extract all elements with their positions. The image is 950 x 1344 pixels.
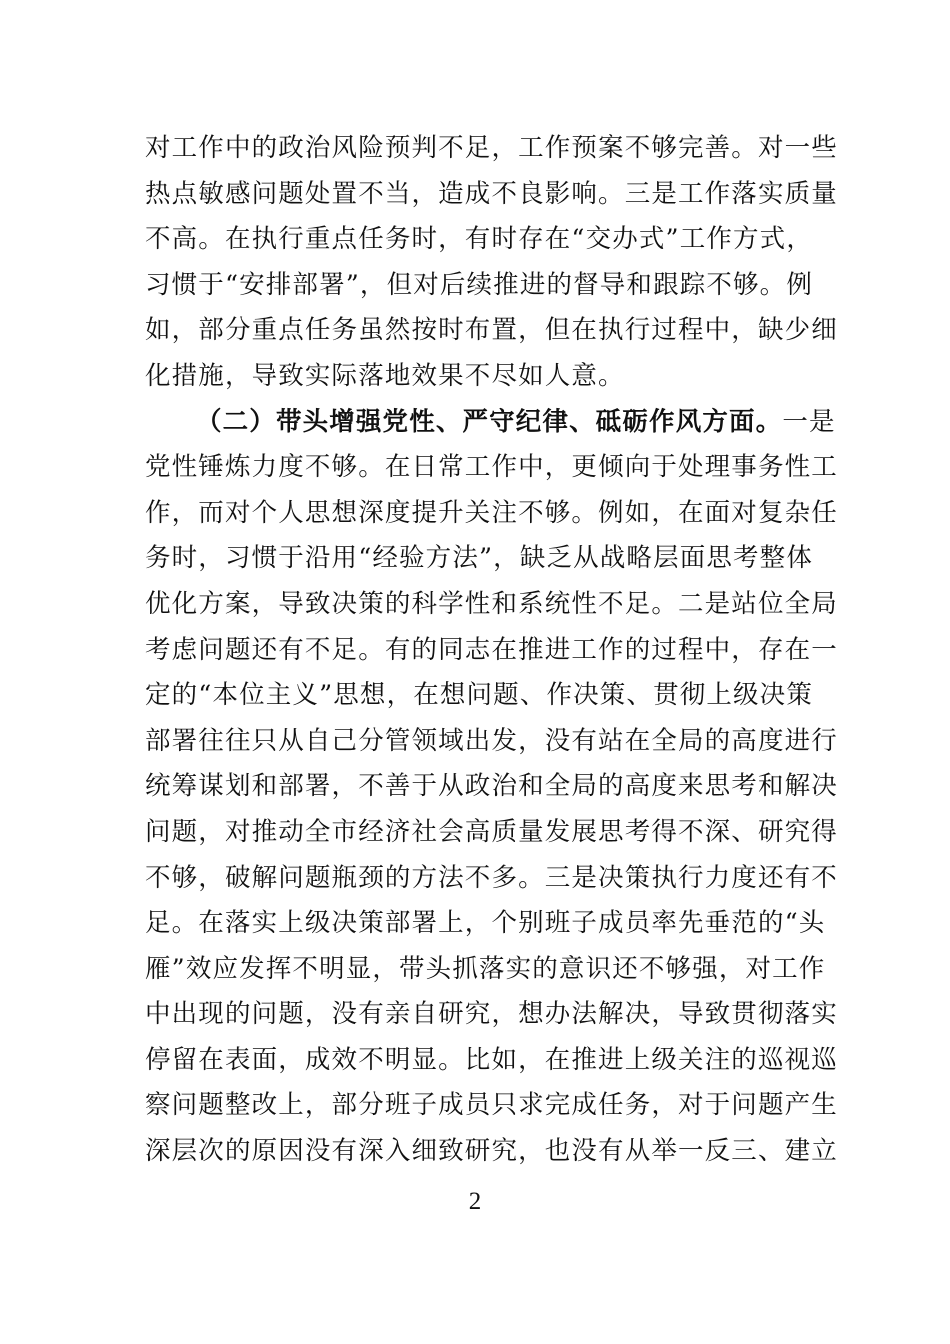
text-line: 党性锤炼力度不够。在日常工作中，更倾向于处理事务性工 [145, 452, 838, 483]
text-line: 对工作中的政治风险预判不足，工作预案不够完善。对一些 [145, 133, 838, 163]
text-line: 优化方案，导致决策的科学性和系统性不足。二是站位全局 [145, 588, 838, 619]
text-line: 热点敏感问题处置不当，造成不良影响。三是工作落实质量 [145, 178, 838, 209]
text-line: 雁”效应发挥不明显，带头抓落实的意识还不够强，对工作 [145, 953, 826, 984]
text-line: 停留在表面，成效不明显。比如，在推进上级关注的巡视巡 [145, 1044, 838, 1075]
text-line: 不够，破解问题瓶颈的方法不多。三是决策执行力度还有不 [145, 862, 838, 893]
text-line: 察问题整改上，部分班子成员只求完成任务，对于问题产生 [145, 1090, 838, 1121]
text-line: 不高。在执行重点任务时，有时存在“交办式”工作方式， [145, 224, 813, 255]
document-body [145, 126, 838, 1175]
text-line: 务时，习惯于沿用“经验方法”，缺乏从战略层面思考整体 [145, 543, 813, 574]
text-line: 如，部分重点任务虽然按时布置，但在执行过程中，缺少细 [145, 315, 838, 346]
section-heading-tail: 一是 [782, 406, 836, 437]
text-line: 深层次的原因没有深入细致研究，也没有从举一反三、建立 [145, 1136, 838, 1167]
text-line: 定的“本位主义”思想，在想问题、作决策、贯彻上级决策 [145, 680, 813, 711]
text-line: 考虑问题还有不足。有的同志在推进工作的过程中，存在一 [145, 634, 838, 665]
text-line: 部署往往只从自己分管领域出发，没有站在全局的高度进行 [145, 725, 838, 756]
text-line: 习惯于“安排部署”，但对后续推进的督导和跟踪不够。例 [145, 269, 813, 300]
text-line: 问题，对推动全市经济社会高质量发展思考得不深、研究得 [145, 816, 838, 847]
text-line: 统筹谋划和部署，不善于从政治和全局的高度来思考和解决 [145, 771, 838, 802]
page-number: 2 [468, 1188, 482, 1215]
text-line: 作，而对个人思想深度提升关注不够。例如，在面对复杂任 [145, 497, 838, 528]
section-heading-line [145, 400, 836, 446]
text-line: 中出现的问题，没有亲自研究，想办法解决，导致贯彻落实 [145, 999, 838, 1030]
section-heading: （二）带头增强党性、严守纪律、砥砺作风方面。 [196, 406, 783, 437]
text-line: 足。在落实上级决策部署上，个别班子成员率先垂范的“头 [145, 908, 826, 939]
text-line: 化措施，导致实际落地效果不尽如人意。 [145, 360, 625, 391]
